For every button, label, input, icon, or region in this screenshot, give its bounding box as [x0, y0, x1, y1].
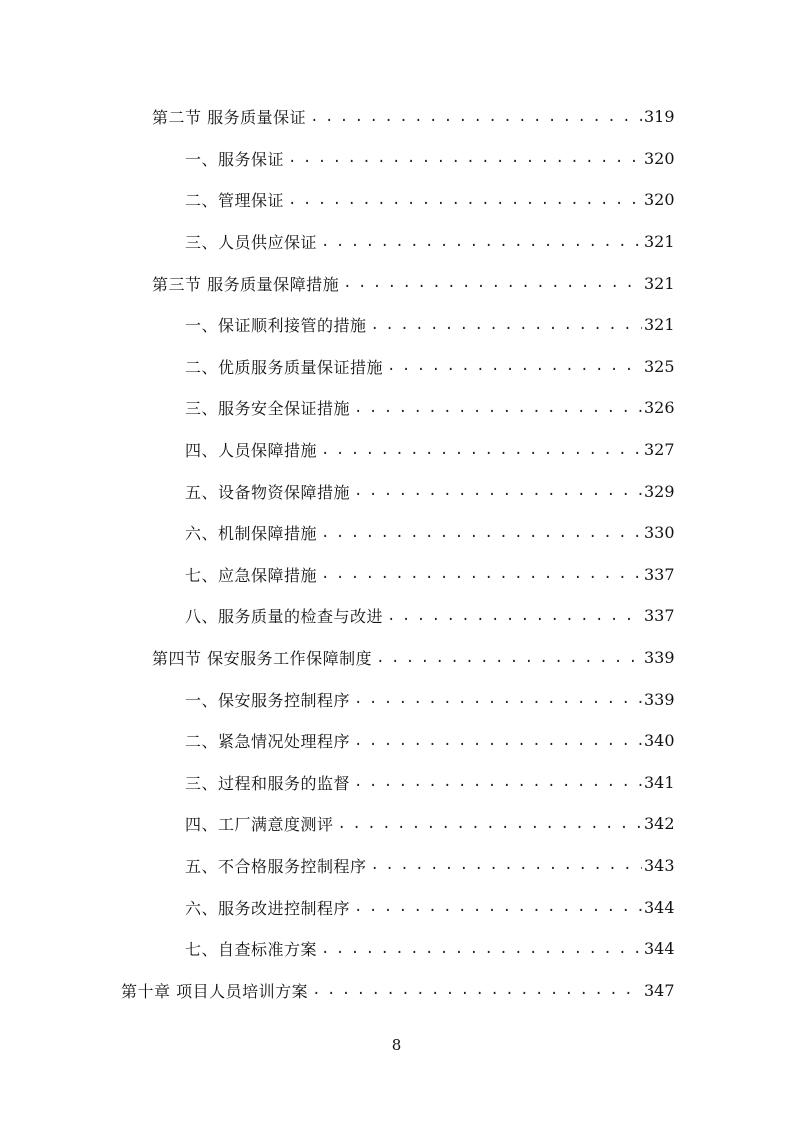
toc-entry[interactable] [0, 762, 674, 804]
toc-entry-label: 五、设备物资保障措施 [185, 482, 351, 502]
toc-entry-label: 第十章 项目人员培训方案 [121, 981, 309, 1001]
toc-entry-label: 四、工厂满意度测评 [185, 815, 334, 835]
toc-entry[interactable] [0, 138, 674, 180]
toc-leader-dots [321, 941, 642, 957]
toc-entry[interactable] [0, 678, 674, 720]
toc-entry-label: 七、自查标准方案 [185, 940, 318, 960]
toc-entry[interactable] [0, 845, 674, 887]
toc-entry[interactable] [0, 346, 674, 388]
toc-entry-label: 五、不合格服务控制程序 [185, 856, 367, 876]
toc-leader-dots [354, 733, 642, 749]
toc-leader-dots [354, 691, 642, 707]
toc-entry[interactable] [0, 429, 674, 471]
toc-leader-dots [288, 192, 642, 208]
toc-entry[interactable] [0, 304, 674, 346]
toc-leader-dots [354, 774, 642, 790]
toc-entry[interactable] [0, 720, 674, 762]
page-number: 8 [391, 1036, 402, 1054]
toc-leader-dots [354, 483, 642, 499]
toc-entry-label: 第四节 保安服务工作保障制度 [152, 649, 373, 669]
toc-entry-label: 三、过程和服务的监督 [185, 773, 351, 793]
toc-entry[interactable] [0, 387, 674, 429]
toc-entry-page: 337 [644, 606, 675, 626]
toc-entry-label: 一、保证顺利接管的措施 [185, 316, 367, 336]
toc-entry[interactable] [0, 512, 674, 554]
toc-entry-page: 329 [644, 481, 675, 501]
toc-leader-dots [371, 857, 642, 873]
toc-entry-page: 343 [644, 855, 675, 875]
toc-entry[interactable] [0, 886, 674, 928]
toc-leader-dots [338, 816, 642, 832]
toc-entry-label: 四、人员保障措施 [185, 441, 318, 461]
toc-entry[interactable] [0, 969, 674, 1011]
toc-entry-label: 六、机制保障措施 [185, 524, 318, 544]
toc-leader-dots [321, 525, 642, 541]
toc-entry-page: 330 [644, 523, 675, 543]
toc-entry-label: 三、服务安全保证措施 [185, 399, 351, 419]
toc-entry-page: 339 [644, 689, 675, 709]
toc-leader-dots [343, 275, 642, 291]
toc-entry-page: 344 [644, 939, 675, 959]
toc-entry[interactable] [0, 179, 674, 221]
toc-entry[interactable] [0, 928, 674, 970]
toc-leader-dots [321, 234, 642, 250]
toc-leader-dots [354, 400, 642, 416]
toc-entry[interactable] [0, 221, 674, 263]
toc-entry-page: 319 [644, 107, 675, 127]
toc-leader-dots [387, 608, 642, 624]
toc-entry[interactable] [0, 470, 674, 512]
toc-entry-page: 321 [644, 232, 675, 252]
toc-entry-label: 六、服务改进控制程序 [185, 898, 351, 918]
toc-entry-page: 341 [644, 772, 675, 792]
toc-leader-dots [288, 150, 642, 166]
toc-entry[interactable] [0, 595, 674, 637]
toc-entry-label: 二、管理保证 [185, 191, 285, 211]
toc-leader-dots [376, 650, 642, 666]
toc-entry[interactable] [0, 637, 674, 679]
toc-entry[interactable] [0, 262, 674, 304]
toc-leader-dots [321, 442, 642, 458]
toc-entry-label: 二、优质服务质量保证措施 [185, 357, 384, 377]
table-of-contents [0, 96, 793, 1011]
toc-entry-page: 340 [644, 731, 675, 751]
toc-leader-dots [371, 317, 642, 333]
toc-entry-page: 320 [644, 190, 675, 210]
toc-entry-label: 一、服务保证 [185, 149, 285, 169]
toc-entry-page: 339 [644, 648, 675, 668]
toc-entry-page: 325 [644, 356, 675, 376]
toc-entry-label: 一、保安服务控制程序 [185, 690, 351, 710]
toc-leader-dots [354, 899, 642, 915]
toc-leader-dots [312, 982, 642, 998]
toc-entry-label: 八、服务质量的检查与改进 [185, 607, 384, 627]
toc-entry-page: 344 [644, 897, 675, 917]
toc-entry[interactable] [0, 803, 674, 845]
toc-entry-label: 二、紧急情况处理程序 [185, 732, 351, 752]
toc-leader-dots [310, 109, 642, 125]
toc-entry-page: 327 [644, 440, 675, 460]
toc-leader-dots [321, 566, 642, 582]
toc-entry[interactable] [0, 96, 674, 138]
toc-entry-label: 七、应急保障措施 [185, 565, 318, 585]
toc-leader-dots [387, 358, 642, 374]
toc-entry-page: 326 [644, 398, 675, 418]
toc-entry-page: 342 [644, 814, 675, 834]
toc-entry[interactable] [0, 554, 674, 596]
toc-entry-page: 347 [644, 980, 675, 1000]
toc-entry-page: 321 [644, 315, 675, 335]
toc-entry-label: 三、人员供应保证 [185, 233, 318, 253]
toc-entry-page: 321 [644, 273, 675, 293]
toc-entry-page: 320 [644, 148, 675, 168]
toc-entry-label: 第三节 服务质量保障措施 [152, 274, 340, 294]
toc-entry-page: 337 [644, 564, 675, 584]
toc-entry-label: 第二节 服务质量保证 [152, 108, 307, 128]
